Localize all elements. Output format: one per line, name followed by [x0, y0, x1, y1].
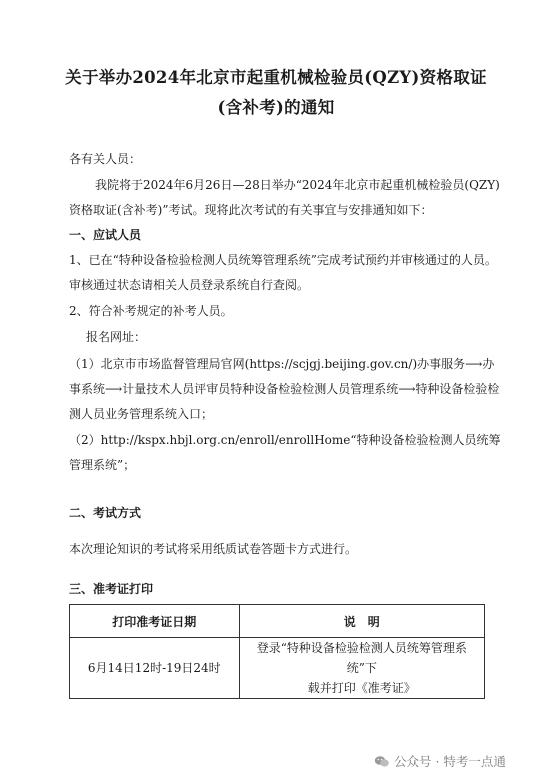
link2-line1: （2）http://kspx.hbjl.org.cn/enroll/enrollHome“特种设备检验检测人员统筹	[69, 433, 501, 447]
intro-line-1: 我院将于2024年6月26日—28日举办“2024年北京市起重机械检验员(QZY)	[95, 178, 500, 192]
title-line-2: (含补考)的通知	[217, 98, 335, 117]
section1-item1-line2: 审核通过状态请相关人员登录系统自行查阅。	[69, 278, 310, 292]
watermark-text: 公众号 · 特考一点通	[394, 754, 506, 769]
url-label: 报名网址：	[86, 330, 147, 344]
admission-ticket-table	[69, 604, 485, 699]
intro-line-2: 资格取证(含补考)”考试。现将此次考试的有关事宜与安排通知如下：	[69, 203, 433, 217]
title-line-1: 关于举办2024年北京市起重机械检验员(QZY)资格取证	[65, 68, 487, 87]
section3-heading: 三、准考证打印	[69, 582, 154, 596]
link1-line3: 测人员业务管理系统入口；	[69, 407, 214, 421]
section2-heading: 二、考试方式	[69, 506, 142, 520]
link1-line2: 事系统⟶计量技术人员评审员特种设备检验检测人员管理系统⟶特种设备检验检	[69, 382, 500, 396]
watermark	[374, 752, 506, 770]
table-header-row	[70, 605, 485, 638]
section1-heading: 一、应试人员	[69, 228, 142, 242]
section1-item1-line1: 1、已在“特种设备检验检测人员统筹管理系统”完成考试预约并审核通过的人员。	[69, 253, 497, 267]
table-cell-note-line2: 载并打印《准考证》	[307, 681, 416, 695]
table-row	[70, 638, 485, 699]
link1-line1: （1）北京市市场监督管理局官网(https://scjgj.beijing.gov.cn/)办事服务⟶办	[69, 357, 495, 371]
section2-text: 本次理论知识的考试将采用纸质试卷答题卡方式进行。	[69, 542, 358, 556]
table-header-note: 说 明	[239, 605, 484, 638]
table-cell-date: 6月14日12时-19日24时	[70, 638, 240, 699]
section1-item2: 2、符合补考规定的补考人员。	[69, 304, 233, 318]
wechat-icon	[374, 755, 390, 768]
table-header-date: 打印准考证日期	[70, 605, 240, 638]
table-cell-note	[239, 638, 484, 699]
table-cell-note-line1: 登录“特种设备检验检测人员统筹管理系统”下	[256, 641, 467, 675]
link2-line2: 管理系统”；	[69, 458, 136, 472]
salutation: 各有关人员：	[69, 152, 142, 166]
